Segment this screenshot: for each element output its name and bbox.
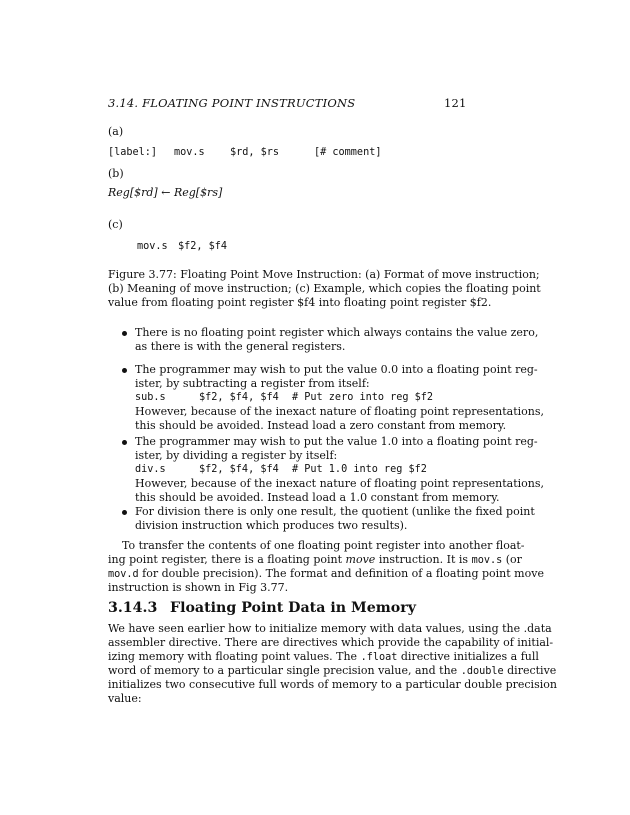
- bullet-line: this should be avoided. Instead load a zero constant from memory.: [135, 419, 507, 433]
- bullet-item: [135, 435, 545, 505]
- bullet-dot: [122, 440, 127, 445]
- text-run: directive: [507, 664, 557, 678]
- caption-line: value from floating point register $f4 into floating point register $f2.: [108, 296, 492, 310]
- code-op: div.s: [135, 464, 166, 476]
- bullet-line: this should be avoided. Instead load a 1.0 constant from memory.: [135, 491, 500, 505]
- format-comment: [# comment]: [314, 147, 382, 158]
- meaning-rhs: Reg[$rs]: [173, 186, 223, 199]
- text-run: word of memory to a particular single precision value, and the: [108, 664, 458, 678]
- code-comment: # Put 1.0 into reg $f2: [292, 464, 427, 476]
- meaning-expression: [108, 186, 222, 199]
- para-line: We have seen earlier how to initialize memory with data values, using the .data: [108, 622, 552, 635]
- text-run: instruction. It is: [378, 553, 469, 567]
- caption-line: (b) Meaning of move instruction; (c) Example, which copies the floating point: [108, 282, 541, 296]
- example-op: mov.s: [137, 241, 168, 252]
- bullet-line: However, because of the inexact nature of floating point representations,: [135, 405, 545, 419]
- bullet-line: However, because of the inexact nature of floating point representations,: [135, 477, 545, 491]
- bullet-item: [135, 363, 545, 433]
- code-args: $f2, $f4, $f4: [199, 464, 279, 476]
- para-line: [108, 650, 539, 664]
- paragraph-data-in-memory: [108, 622, 557, 707]
- para-line: instruction is shown in Fig 3.77.: [108, 581, 289, 595]
- meaning-lhs: Reg[$rd]: [108, 186, 158, 199]
- code-comment: # Put zero into reg $f2: [292, 392, 434, 404]
- code-op: sub.s: [135, 392, 166, 404]
- example-args: $f2, $f4: [178, 241, 228, 252]
- bullet-line: The programmer may wish to put the value 1.0 into a floating point reg-: [135, 435, 538, 448]
- section-heading: [108, 600, 416, 616]
- para-line: [108, 567, 544, 581]
- running-title: 3.14. FLOATING POINT INSTRUCTIONS: [108, 96, 356, 110]
- bullet-line: ister, by dividing a register by itself:: [135, 449, 338, 463]
- figure-label-c: (c): [108, 218, 123, 231]
- bullet-item: [135, 505, 535, 533]
- text-run: for double precision). The format and definition of a floating point move: [142, 567, 544, 581]
- section-number: 3.14.3: [108, 600, 158, 616]
- text-run: move: [345, 553, 376, 567]
- code-line: [135, 463, 461, 477]
- text-run: ing point register, there is a floating point: [108, 553, 343, 567]
- bullet-dot: [122, 368, 127, 373]
- figure-label-a: (a): [108, 125, 124, 138]
- bullet-line: as there is with the general registers.: [135, 340, 346, 354]
- running-header: [108, 96, 467, 110]
- code-args: $f2, $f4, $f4: [199, 392, 279, 404]
- bullet-line: division instruction which produces two results).: [135, 519, 408, 533]
- inline-code: mov.d: [108, 569, 139, 581]
- inline-code: .float: [360, 652, 398, 664]
- text-run: directive initializes a full: [400, 650, 539, 664]
- bullet-line: For division there is only one result, the quotient (unlike the fixed point: [135, 505, 535, 518]
- inline-code: mov.s: [471, 555, 503, 567]
- page-number: 121: [444, 96, 467, 110]
- paragraph-move-instruction: [108, 539, 544, 595]
- format-op: mov.s: [174, 147, 205, 158]
- format-label: [label:]: [108, 147, 158, 158]
- text-run: izing memory with floating point values. The: [108, 650, 358, 664]
- text-run: (or: [505, 553, 522, 567]
- para-line: [108, 664, 557, 678]
- code-line: [135, 391, 461, 405]
- para-line: initializes two consecutive full words of memory to a particular double precision: [108, 678, 557, 692]
- para-line: [108, 553, 522, 567]
- bullet-line: The programmer may wish to put the value 0.0 into a floating point reg-: [135, 363, 538, 376]
- bullet-line: ister, by subtracting a register from itself:: [135, 377, 370, 391]
- bullet-item: [135, 326, 539, 354]
- section-title: Floating Point Data in Memory: [170, 600, 416, 616]
- caption-line: Figure 3.77: Floating Point Move Instruction: (a) Format of move instruction;: [108, 268, 540, 281]
- para-line: To transfer the contents of one floating point register into another float-: [122, 539, 525, 552]
- figure-caption: [108, 268, 541, 310]
- bullet-dot: [122, 331, 127, 336]
- assign-arrow: ←: [161, 186, 171, 199]
- bullet-dot: [122, 510, 127, 515]
- para-line: assembler directive. There are directives which provide the capability of initial-: [108, 636, 554, 650]
- format-args: $rd, $rs: [230, 147, 280, 158]
- inline-code: .double: [460, 666, 504, 678]
- figure-label-b: (b): [108, 167, 124, 180]
- para-line: value:: [108, 692, 142, 706]
- bullet-line: There is no floating point register which always contains the value zero,: [135, 326, 539, 339]
